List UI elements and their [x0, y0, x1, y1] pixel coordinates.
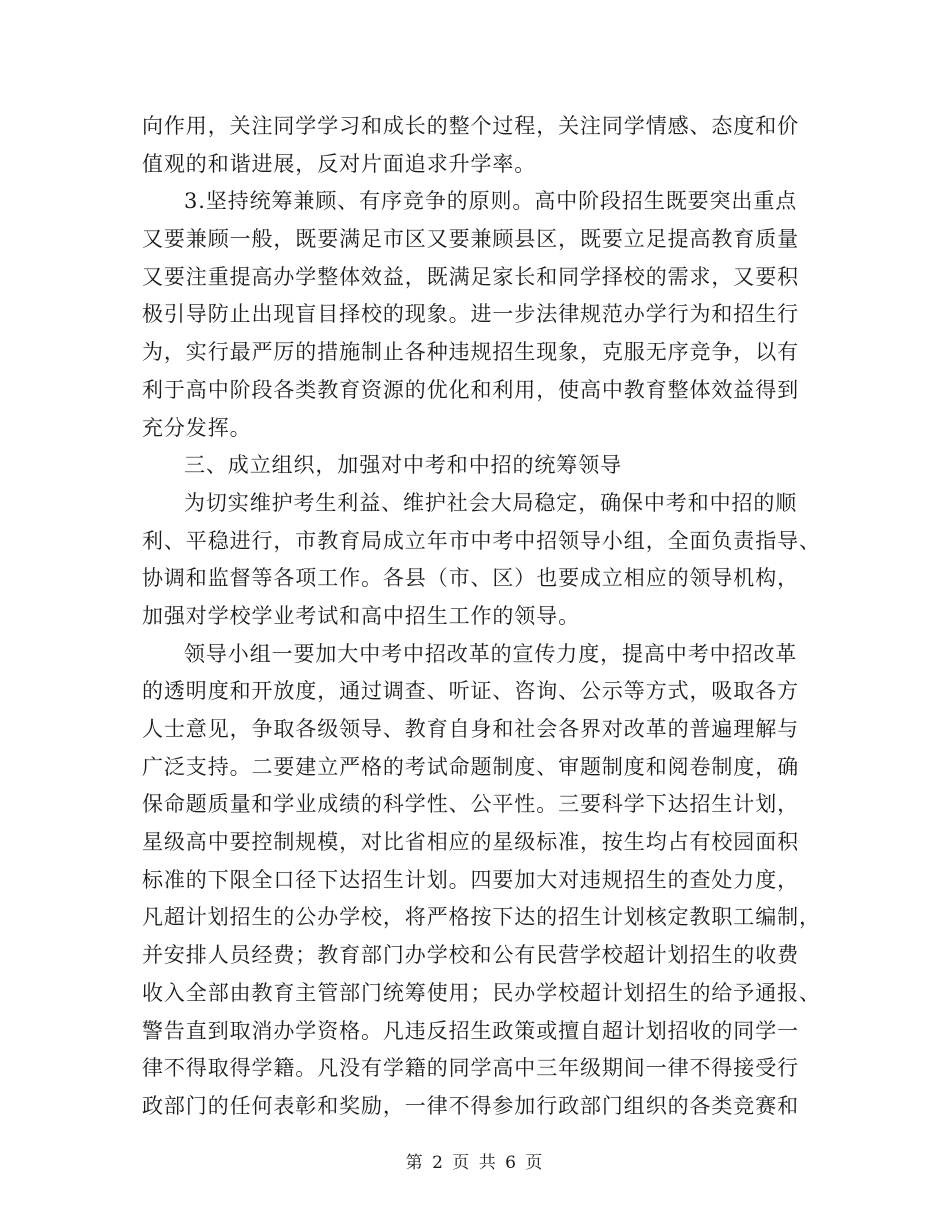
text-line: 凡超计划招生的公办学校，将严格按下达的招生计划核定教职工编制， — [142, 905, 821, 930]
page-footer: 第 2 页 共 6 页 — [405, 1153, 545, 1173]
text-line: 并安排人员经费；教育部门办学校和公有民营学校超计划招生的收费 — [142, 943, 799, 968]
text-line: 三、成立组织，加强对中考和中招的统筹领导 — [184, 453, 622, 478]
text-line: 极引导防止出现盲目择校的现象。进一步法律规范办学行为和招生行 — [142, 302, 799, 327]
text-line: 又要注重提高办学整体效益，既满足家长和同学择校的需求，又要积 — [142, 264, 799, 289]
text-line: 又要兼顾一般，既要满足市区又要兼顾县区，既要立足提高教育质量 — [142, 227, 799, 252]
text-line: 人士意见，争取各级领导、教育自身和社会各界对改革的普遍理解与 — [142, 717, 799, 741]
text-line: 警告直到取消办学资格。凡违反招生政策或擅自超计划招收的同学一 — [142, 1018, 799, 1043]
text-line: 3.坚持统筹兼顾、有序竞争的原则。高中阶段招生既要突出重点 — [184, 189, 798, 214]
text-line: 值观的和谐进展，反对片面追求升学率。 — [142, 151, 537, 176]
text-line: 的透明度和开放度，通过调查、听证、咨询、公示等方式，吸取各方 — [142, 679, 799, 704]
text-line: 收入全部由教育主管部门统筹使用；民办学校超计划招生的给予通报、 — [142, 980, 821, 1005]
text-line: 广泛支持。二要建立严格的考试命题制度、审题制度和阅卷制度，确 — [142, 754, 799, 779]
text-line: 加强对学校学业考试和高中招生工作的领导。 — [142, 603, 580, 628]
text-line: 政部门的任何表彰和奖励，一律不得参加行政部门组织的各类竞赛和 — [142, 1093, 799, 1118]
text-line: 保命题质量和学业成绩的科学性、公平性。三要科学下达招生计划， — [142, 792, 799, 817]
text-line: 律不得取得学籍。凡没有学籍的同学高中三年级期间一律不得接受行 — [142, 1056, 799, 1081]
text-line: 标准的下限全口径下达招生计划。四要加大对违规招生的查处力度， — [142, 867, 799, 892]
text-line: 充分发挥。 — [142, 415, 252, 440]
text-line: 为，实行最严厉的措施制止各种违规招生现象，克服无序竞争，以有 — [142, 340, 799, 365]
text-line: 为切实维护考生利益、维护社会大局稳定，确保中考和中招的顺 — [184, 490, 798, 515]
text-line: 利、平稳进行，市教育局成立年市中考中招领导小组，全面负责指导、 — [142, 528, 821, 553]
document-body — [142, 108, 821, 1126]
text-line: 协调和监督等各项工作。各县（市、区）也要成立相应的领导机构， — [142, 566, 799, 591]
text-line: 利于高中阶段各类教育资源的优化和利用，使高中教育整体效益得到 — [142, 377, 799, 402]
text-line: 星级高中要控制规模，对比省相应的星级标准，按生均占有校园面积 — [142, 830, 799, 855]
text-line: 领导小组一要加大中考中招改革的宣传力度，提高中考中招改革 — [184, 641, 798, 666]
text-line: 向作用，关注同学学习和成长的整个过程，关注同学情感、态度和价 — [142, 114, 799, 138]
